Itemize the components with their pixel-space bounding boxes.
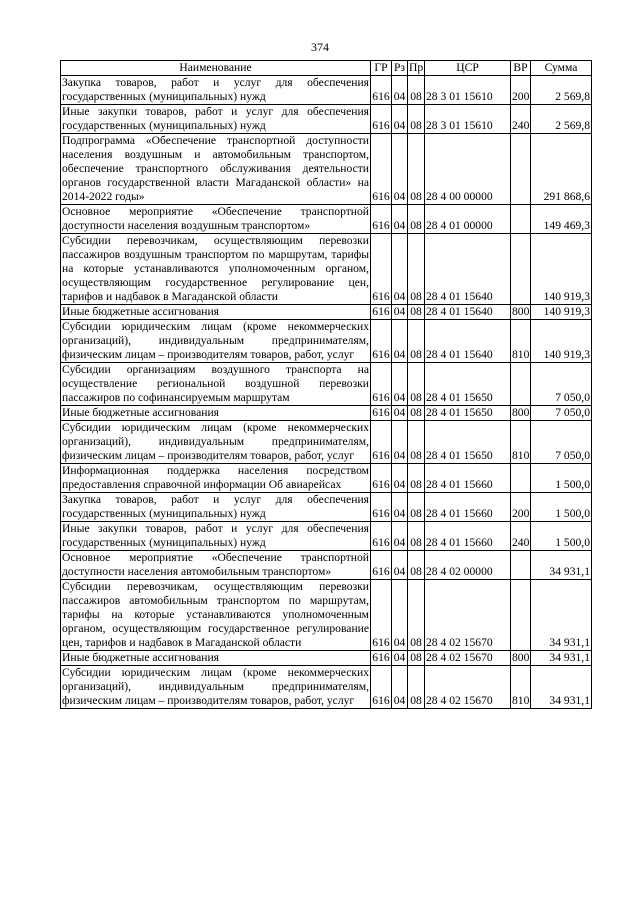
cell-vr — [511, 205, 531, 234]
table-row — [61, 551, 592, 580]
cell-rz: 04 — [392, 320, 408, 363]
cell-vr: 800 — [512, 406, 530, 419]
cell-pr: 08 — [408, 493, 425, 522]
column-header-csr: ЦСР — [425, 61, 511, 76]
cell-sum: 140 919,3 — [531, 320, 592, 363]
cell-gr: 616 — [371, 234, 392, 305]
cell-vr — [511, 134, 531, 205]
cell-gr: 616 — [372, 406, 390, 419]
table-row — [61, 421, 592, 464]
cell-rz: 04 — [392, 305, 408, 320]
cell-gr: 616 — [371, 320, 392, 363]
table-header-row — [61, 61, 592, 76]
cell-name: Иные закупки товаров, работ и услуг для обеспечения государственных (муниципальных) нужд — [62, 522, 369, 549]
table-row — [61, 234, 592, 305]
cell-sum: 34 931,1 — [531, 551, 592, 580]
cell-name: Субсидии юридическим лицам (кроме некоммерческих организаций), индивидуальным предпринимателям, физическим лицам – производителям товаров, работ, услуг — [62, 421, 369, 462]
cell-pr: 08 — [408, 234, 425, 305]
cell-pr: 08 — [408, 320, 425, 363]
column-header-pr: Пр — [409, 61, 424, 74]
table-row — [61, 406, 592, 421]
cell-sum: 149 469,3 — [531, 205, 592, 234]
table-row — [61, 666, 592, 709]
cell-sum: 140 919,3 — [531, 234, 592, 305]
cell-pr: 08 — [408, 134, 425, 205]
table-row — [61, 134, 592, 205]
cell-sum: 1 500,0 — [531, 464, 592, 493]
cell-gr: 616 — [371, 493, 392, 522]
cell-sum: 34 931,1 — [531, 580, 592, 651]
cell-vr: 200 — [511, 493, 531, 522]
cell-csr: 28 4 02 15670 — [425, 651, 511, 666]
table-row — [61, 580, 592, 651]
cell-csr: 28 4 01 15660 — [425, 464, 511, 493]
cell-vr: 810 — [511, 421, 531, 464]
cell-rz: 04 — [392, 651, 408, 666]
table-row — [61, 76, 592, 105]
cell-csr: 28 4 02 00000 — [425, 551, 511, 580]
cell-vr — [511, 464, 531, 493]
column-header-name: Наименование — [61, 61, 371, 76]
cell-gr: 616 — [372, 305, 390, 318]
cell-csr: 28 4 01 15650 — [425, 363, 511, 406]
cell-vr: 240 — [511, 522, 531, 551]
cell-gr: 616 — [371, 580, 392, 651]
budget-table — [60, 60, 592, 709]
cell-rz: 04 — [392, 105, 408, 134]
cell-name: Субсидии перевозчикам, осуществляющим перевозки пассажиров воздушным транспортом по маршрутам, тарифы на которые устанавливаются уполномоченным органом, осуществляющим государственное регулирование цен, тарифов и надбавок в Магаданской области — [62, 234, 369, 303]
cell-gr: 616 — [371, 205, 392, 234]
cell-gr: 616 — [371, 464, 392, 493]
cell-gr: 616 — [371, 363, 392, 406]
cell-vr — [511, 551, 531, 580]
cell-csr: 28 4 01 15650 — [425, 421, 511, 464]
cell-name: Субсидии юридическим лицам (кроме некоммерческих организаций), индивидуальным предпринимателям, физическим лицам – производителям товаров, работ, услуг — [62, 320, 369, 361]
cell-vr: 800 — [512, 651, 530, 664]
cell-rz: 04 — [392, 234, 408, 305]
cell-pr: 08 — [408, 651, 425, 666]
cell-name: Основное мероприятие «Обеспечение транспортной доступности населения воздушным транспортом» — [62, 205, 369, 232]
cell-rz: 04 — [392, 493, 408, 522]
cell-gr: 616 — [371, 666, 392, 709]
cell-vr: 800 — [512, 305, 530, 318]
cell-vr — [511, 580, 531, 651]
cell-pr: 08 — [408, 205, 425, 234]
cell-rz: 04 — [392, 205, 408, 234]
cell-name: Основное мероприятие «Обеспечение транспортной доступности населения автомобильным транспортом» — [62, 551, 369, 578]
table-row — [61, 305, 592, 320]
column-header-gr: ГР — [371, 61, 392, 76]
cell-name: Закупка товаров, работ и услуг для обеспечения государственных (муниципальных) нужд — [62, 76, 369, 103]
cell-gr: 616 — [372, 651, 390, 664]
cell-name: Субсидии организациям воздушного транспорта на осуществление региональной воздушной перевозки пассажиров по софинансируемым маршрутам — [62, 363, 369, 404]
cell-rz: 04 — [392, 406, 408, 421]
table-row — [61, 363, 592, 406]
cell-name: Иные бюджетные ассигнования — [61, 651, 371, 666]
cell-vr: 810 — [511, 320, 531, 363]
cell-csr: 28 4 00 00000 — [425, 134, 511, 205]
cell-pr: 08 — [408, 666, 425, 709]
cell-csr: 28 4 01 15640 — [425, 234, 511, 305]
cell-csr: 28 4 01 00000 — [425, 205, 511, 234]
cell-name: Закупка товаров, работ и услуг для обеспечения государственных (муниципальных) нужд — [62, 493, 369, 520]
cell-gr: 616 — [371, 551, 392, 580]
cell-pr: 08 — [408, 363, 425, 406]
cell-csr: 28 4 01 15640 — [425, 320, 511, 363]
cell-gr: 616 — [371, 105, 392, 134]
cell-vr — [511, 363, 531, 406]
cell-pr: 08 — [408, 580, 425, 651]
cell-vr: 810 — [511, 666, 531, 709]
cell-sum: 7 050,0 — [531, 406, 592, 421]
cell-pr: 08 — [408, 305, 425, 320]
table-row — [61, 105, 592, 134]
cell-sum: 34 931,1 — [531, 651, 592, 666]
column-header-rz: Рз — [392, 61, 408, 76]
cell-pr: 08 — [408, 551, 425, 580]
column-header-sum: Сумма — [531, 61, 592, 76]
page-number: 374 — [311, 40, 329, 54]
cell-sum: 7 050,0 — [531, 363, 592, 406]
table-row — [61, 651, 592, 666]
cell-rz: 04 — [392, 580, 408, 651]
cell-rz: 04 — [392, 421, 408, 464]
cell-name: Иные бюджетные ассигнования — [61, 406, 371, 421]
column-header-vr: ВР — [511, 61, 531, 76]
cell-csr: 28 4 02 15670 — [425, 666, 511, 709]
cell-csr: 28 4 01 15640 — [425, 305, 511, 320]
cell-csr: 28 3 01 15610 — [425, 76, 511, 105]
cell-sum: 7 050,0 — [531, 421, 592, 464]
cell-sum: 291 868,6 — [531, 134, 592, 205]
cell-rz: 04 — [392, 134, 408, 205]
cell-csr: 28 4 01 15660 — [425, 493, 511, 522]
cell-name: Субсидии перевозчикам, осуществляющим перевозки пассажиров автомобильным транспортом по маршрутам, тарифы на которые устанавливаются уполномоченным органом, осуществляющим государственное регулирование цен, тарифов и надбавок в Магаданской области — [62, 580, 369, 649]
cell-pr: 08 — [408, 406, 425, 421]
cell-vr: 200 — [511, 76, 531, 105]
cell-csr: 28 3 01 15610 — [425, 105, 511, 134]
cell-pr: 08 — [408, 522, 425, 551]
cell-gr: 616 — [371, 421, 392, 464]
cell-sum: 1 500,0 — [531, 493, 592, 522]
cell-name: Информационная поддержка населения посредством предоставления справочной информации Об авиарейсах — [62, 464, 369, 491]
cell-gr: 616 — [371, 522, 392, 551]
cell-rz: 04 — [392, 464, 408, 493]
cell-vr: 240 — [511, 105, 531, 134]
cell-csr: 28 4 02 15670 — [425, 580, 511, 651]
cell-sum: 1 500,0 — [531, 522, 592, 551]
table-row — [61, 320, 592, 363]
cell-sum: 2 569,8 — [531, 76, 592, 105]
table-row — [61, 205, 592, 234]
cell-name: Иные закупки товаров, работ и услуг для обеспечения государственных (муниципальных) нужд — [62, 105, 369, 132]
cell-csr: 28 4 01 15660 — [425, 522, 511, 551]
cell-name: Иные бюджетные ассигнования — [61, 305, 371, 320]
cell-rz: 04 — [392, 551, 408, 580]
cell-csr: 28 4 01 15650 — [425, 406, 511, 421]
cell-name: Подпрограмма «Обеспечение транспортной доступности населения воздушным и автомобильным транспортом, обеспечение транспортного обслуживания деятельности органов государственной власти Магаданской области» на 2014-2022 годы» — [62, 134, 369, 203]
cell-sum: 34 931,1 — [531, 666, 592, 709]
table-row — [61, 522, 592, 551]
cell-name: Субсидии юридическим лицам (кроме некоммерческих организаций), индивидуальным предпринимателям, физическим лицам – производителям товаров, работ, услуг — [62, 666, 369, 707]
cell-vr — [511, 234, 531, 305]
cell-gr: 616 — [371, 134, 392, 205]
cell-gr: 616 — [371, 76, 392, 105]
cell-rz: 04 — [392, 76, 408, 105]
cell-pr: 08 — [408, 76, 425, 105]
cell-rz: 04 — [392, 666, 408, 709]
cell-sum: 140 919,3 — [531, 305, 592, 320]
cell-pr: 08 — [408, 421, 425, 464]
cell-pr: 08 — [408, 105, 425, 134]
cell-sum: 2 569,8 — [531, 105, 592, 134]
cell-pr: 08 — [408, 464, 425, 493]
table-row — [61, 493, 592, 522]
table-row — [61, 464, 592, 493]
cell-rz: 04 — [392, 363, 408, 406]
cell-rz: 04 — [392, 522, 408, 551]
